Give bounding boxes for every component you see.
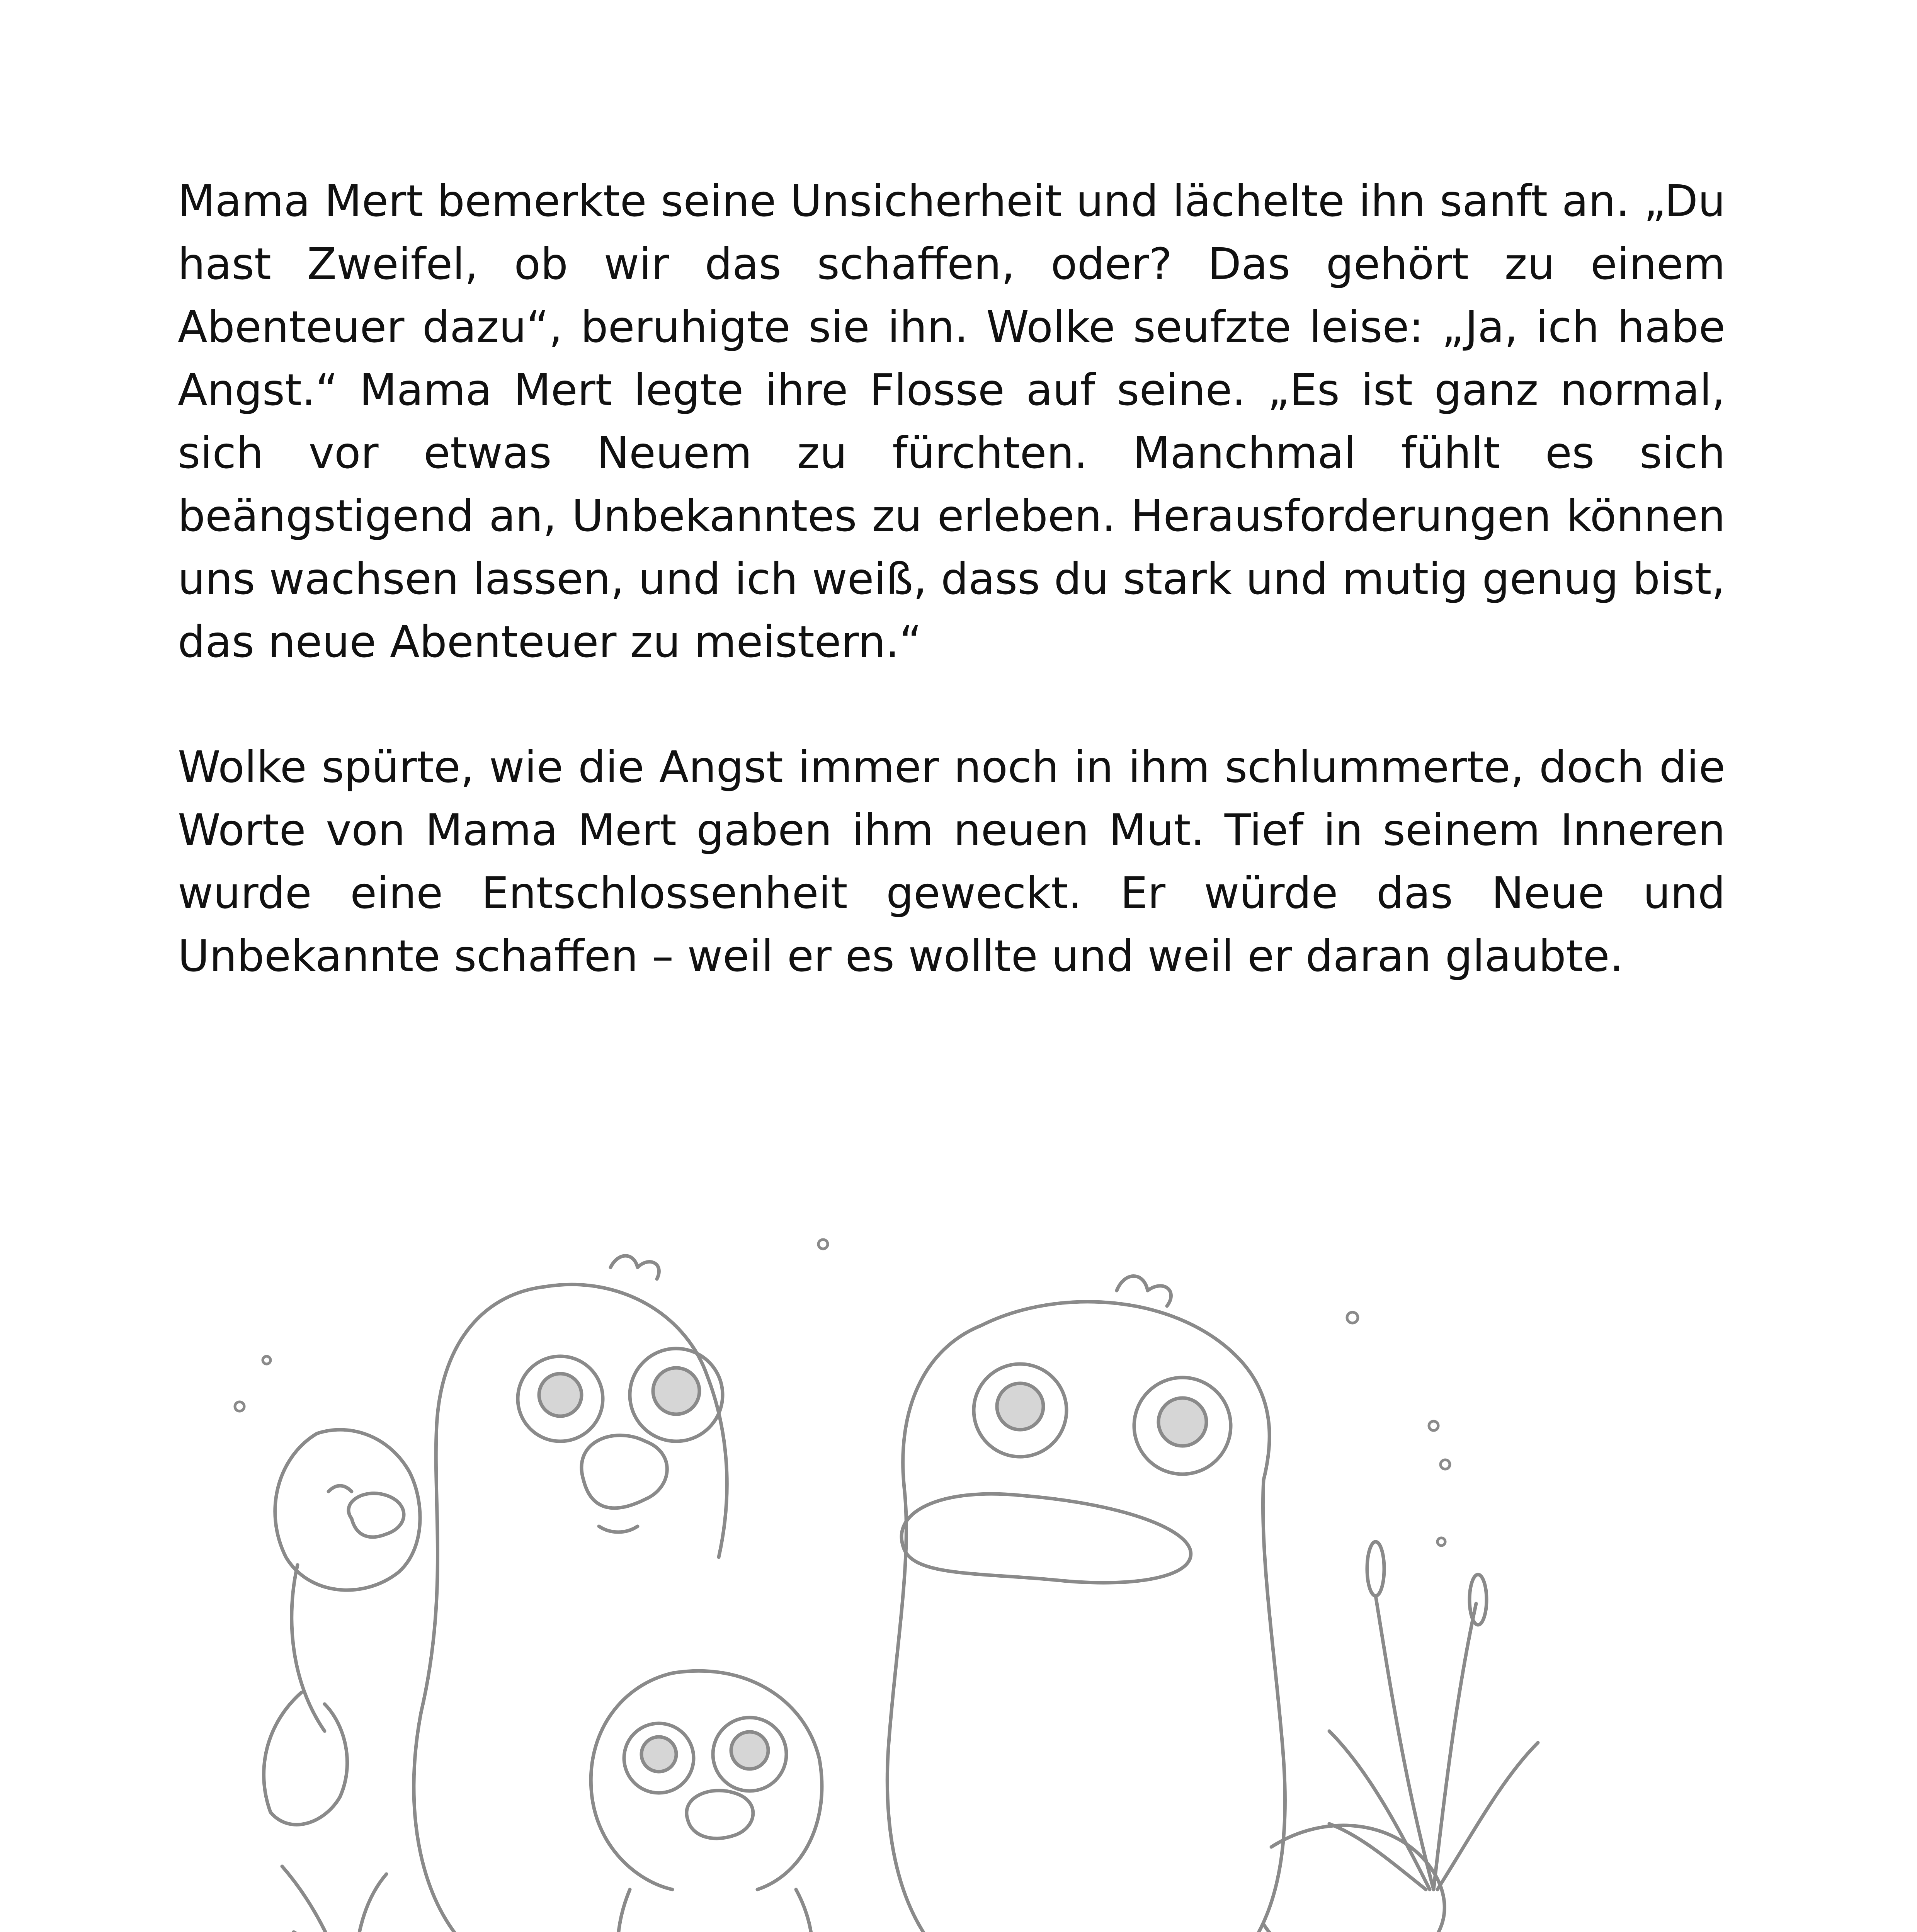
right-reeds bbox=[1329, 1542, 1673, 1932]
baby-platypus-front bbox=[566, 1671, 822, 1932]
platypus-family-illustration bbox=[170, 1209, 1731, 1932]
paragraph-1: Mama Mert bemerkte seine Unsicherheit und lächelte ihn sanft an. „Du hast Zweifel, ob wir das schaffen, oder? Das gehört zu einem Abenteuer dazu“, beruhigte sie ihn. Wolke seufzte leise: „Ja, ich habe Angst.“ Mama Mert legte ihre Flosse auf seine. „Es ist ganz normal, sich vor etwas Neuem zu fürchten. Manchmal fühlt es sich beängstigend an, Unbekanntes zu erleben. Herausforderungen können uns wachsen lassen, und ich weiß, dass du stark und mutig genug bist, das neue Abenteuer zu meistern.“ bbox=[178, 176, 1725, 667]
left-reeds bbox=[282, 1866, 410, 1932]
baby-platypus-in-arms bbox=[264, 1430, 420, 1825]
father-platypus bbox=[887, 1276, 1444, 1932]
paragraph-2: Wolke spürte, wie die Angst immer noch in ihm schlummerte, doch die Worte von Mama Mert gaben ihm neuen Mut. Tief in seinem Inneren wurde eine Entschlossenheit geweckt. Er würde das Neue und Unbekannte schaffen – weil er es wollte und weil er daran glaubte. bbox=[178, 742, 1725, 981]
mother-platypus bbox=[414, 1256, 727, 1932]
